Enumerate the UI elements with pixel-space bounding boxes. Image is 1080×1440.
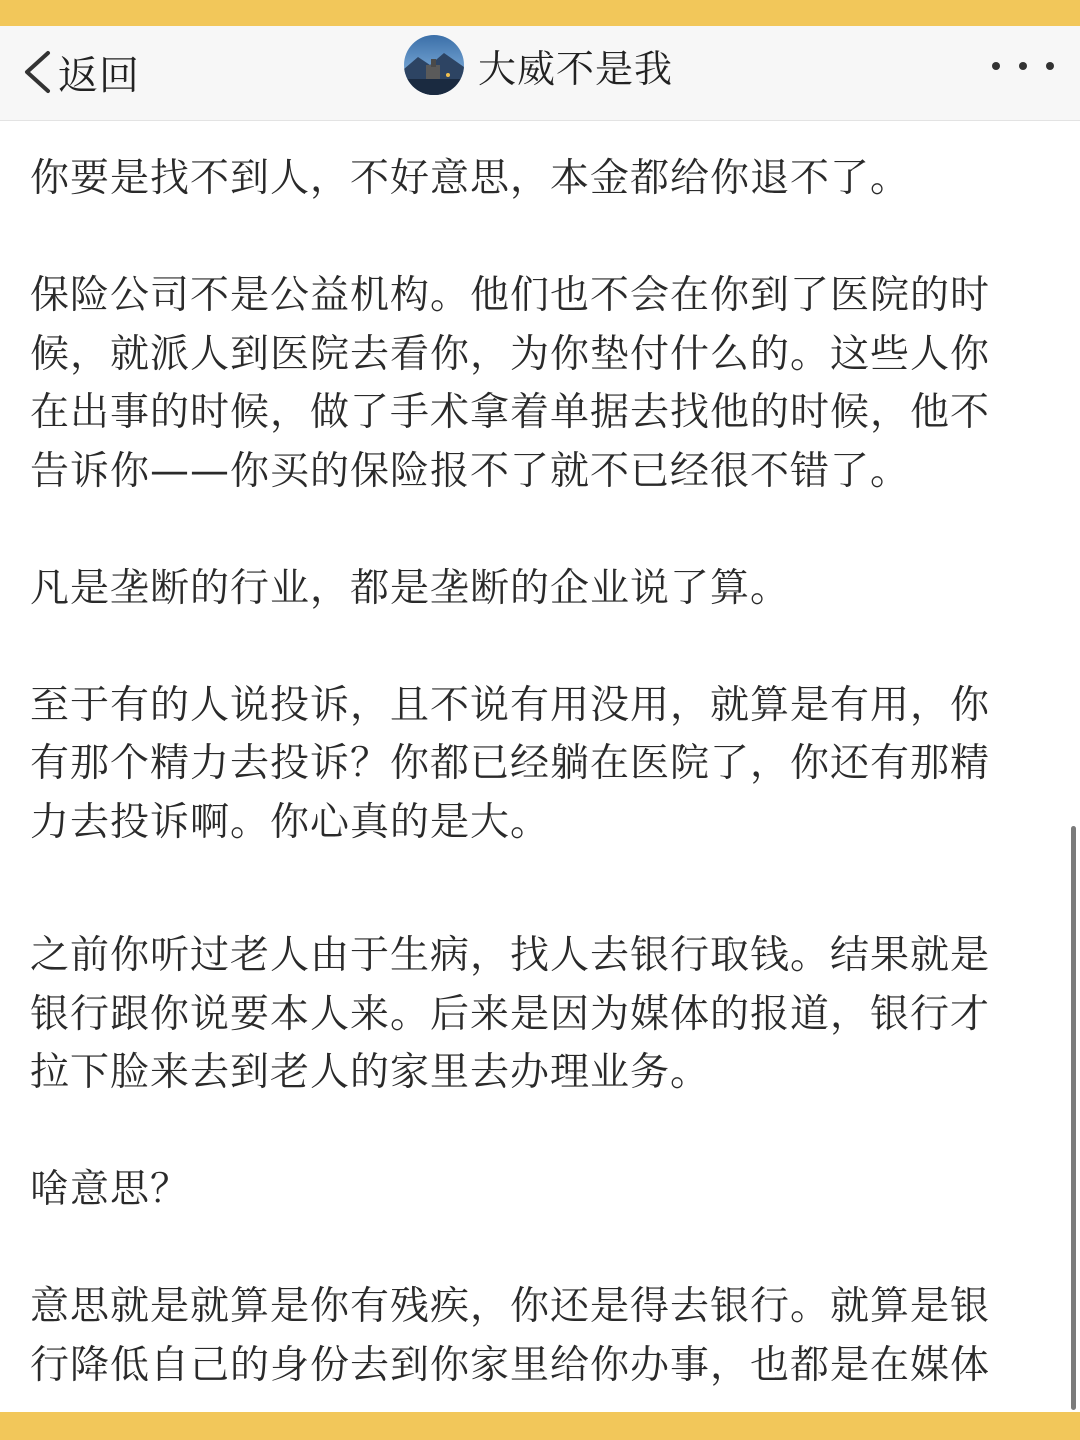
scrollbar[interactable] [1071,826,1076,1410]
article-body [30,150,1040,1395]
paragraph-7 [30,1278,1040,1395]
text-line: 啥意思？ [30,1167,191,1212]
text-line: 行降低自己的身份去到你家里给你办事，也都是在媒体 [30,1342,991,1388]
nav-header [0,26,1080,121]
text-line: 候，就派人到医院去看你，为你垫付什么的。这些人你 [30,331,991,377]
more-dots-icon [992,62,1000,70]
more-button[interactable] [992,50,1054,82]
top-decorative-band [0,0,1080,26]
paragraph-2 [30,267,1040,501]
avatar-image-icon [404,35,464,95]
text-line: 力去投诉啊。你心真的是大。 [30,799,551,845]
bottom-decorative-band [0,1412,1080,1440]
text-line: 在出事的时候，做了手术拿着单据去找他的时候，他不 [30,390,991,435]
text-line: 拉下脸来去到老人的家里去办理业务。 [30,1050,711,1095]
more-dot [1019,62,1027,70]
text-line: 之前你听过老人由于生病，找人去银行取钱。结果就是 [30,933,991,978]
text-line: 凡是垄断的行业，都是垄断的企业说了算。 [30,565,791,611]
back-button[interactable] [22,40,140,104]
page-title: 大威不是我 [478,46,674,91]
paragraph-3 [30,560,1040,619]
text-line: 你要是找不到人，不好意思，本金都给你退不了。 [30,156,911,201]
paragraph-1 [30,150,1040,209]
paragraph-5 [30,927,1040,1103]
back-label: 返回 [58,52,140,99]
paragraph-4 [30,677,1040,853]
text-line: 有那个精力去投诉？你都已经躺在医院了，你还有那精 [30,741,991,786]
text-line: 告诉你——你买的保险报不了就不已经很不错了。 [30,448,911,494]
text-line: 意思就是就算是你有残疾，你还是得去银行。就算是银 [30,1284,991,1329]
more-dot [1046,62,1054,70]
text-line: 至于有的人说投诉，且不说有用没用，就算是有用，你 [30,682,991,728]
paragraph-6 [30,1161,1040,1220]
title-group[interactable] [404,34,673,96]
text-line: 保险公司不是公益机构。他们也不会在你到了医院的时 [30,273,991,318]
avatar[interactable] [404,35,464,95]
text-line: 银行跟你说要本人来。后来是因为媒体的报道，银行才 [30,991,991,1037]
chevron-left-icon [22,50,52,94]
